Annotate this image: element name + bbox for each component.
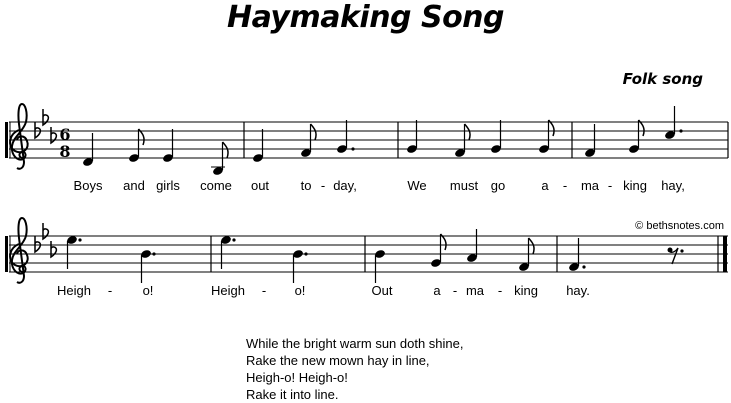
key-signature-flats	[35, 109, 56, 143]
lyric-hyphen: -	[320, 178, 326, 193]
measure-4	[584, 106, 683, 158]
time-sig-top: 6	[59, 125, 71, 144]
lyric-syllable: come	[200, 178, 232, 193]
lyric-syllable: o!	[142, 283, 154, 298]
verse-line: Rake the new mown hay in line,	[246, 353, 430, 368]
measure-3	[406, 120, 554, 158]
lyric-syllable: Heigh	[57, 283, 91, 298]
lyric-syllable: hay,	[661, 178, 685, 193]
copyright-notice: © bethsnotes.com	[635, 220, 724, 232]
treble-clef-icon	[10, 104, 28, 169]
measure-5	[66, 235, 156, 283]
composer-label: Folk song	[622, 70, 703, 88]
measure-8	[568, 238, 684, 272]
lyric-syllable: We	[407, 178, 427, 193]
lyric-hyphen: -	[562, 178, 568, 193]
lyric-syllable: out	[250, 178, 270, 193]
treble-clef-icon	[10, 218, 28, 283]
staff-2	[5, 218, 728, 283]
key-signature-flats	[35, 223, 56, 257]
verse-line: Heigh-o! Heigh-o!	[246, 370, 348, 385]
verse-line: Rake it into line.	[246, 387, 339, 402]
measure-1	[82, 129, 228, 176]
final-barline	[723, 236, 727, 272]
lyric-syllable: king	[514, 283, 538, 298]
measure-7	[374, 229, 534, 283]
verse-text	[246, 335, 464, 403]
staff-1	[5, 104, 728, 176]
lyric-syllable: Out	[371, 283, 393, 298]
lyric-syllable: to	[300, 178, 312, 193]
time-sig-bottom: 8	[59, 142, 71, 161]
lyric-syllable: must	[449, 178, 479, 193]
song-title: Haymaking Song	[226, 0, 505, 35]
lyric-syllable: ma	[580, 178, 600, 193]
lyric-hyphen: -	[107, 283, 113, 298]
lyric-hyphen: -	[261, 283, 267, 298]
lyric-hyphen: -	[452, 283, 458, 298]
measure-2	[252, 120, 355, 163]
lyric-syllable: a	[541, 178, 549, 193]
lyric-syllable: Boys	[73, 178, 103, 193]
lyric-syllable: ma	[465, 283, 485, 298]
lyric-syllable: and	[123, 178, 145, 193]
lyric-syllable: girls	[156, 178, 180, 193]
lyric-syllable: o!	[294, 283, 306, 298]
measure-6	[220, 235, 308, 283]
lyric-syllable: day,	[333, 178, 357, 193]
lyric-syllable: king	[623, 178, 647, 193]
lyric-syllable: Heigh	[211, 283, 245, 298]
lyric-hyphen: -	[607, 178, 613, 193]
verse-line: While the bright warm sun doth shine,	[246, 336, 464, 351]
lyric-syllable: hay.	[566, 283, 590, 298]
lyric-syllable: a	[433, 283, 441, 298]
lyric-hyphen: -	[497, 283, 503, 298]
eighth-rest-icon	[668, 248, 679, 265]
lyric-syllable: go	[490, 178, 506, 193]
